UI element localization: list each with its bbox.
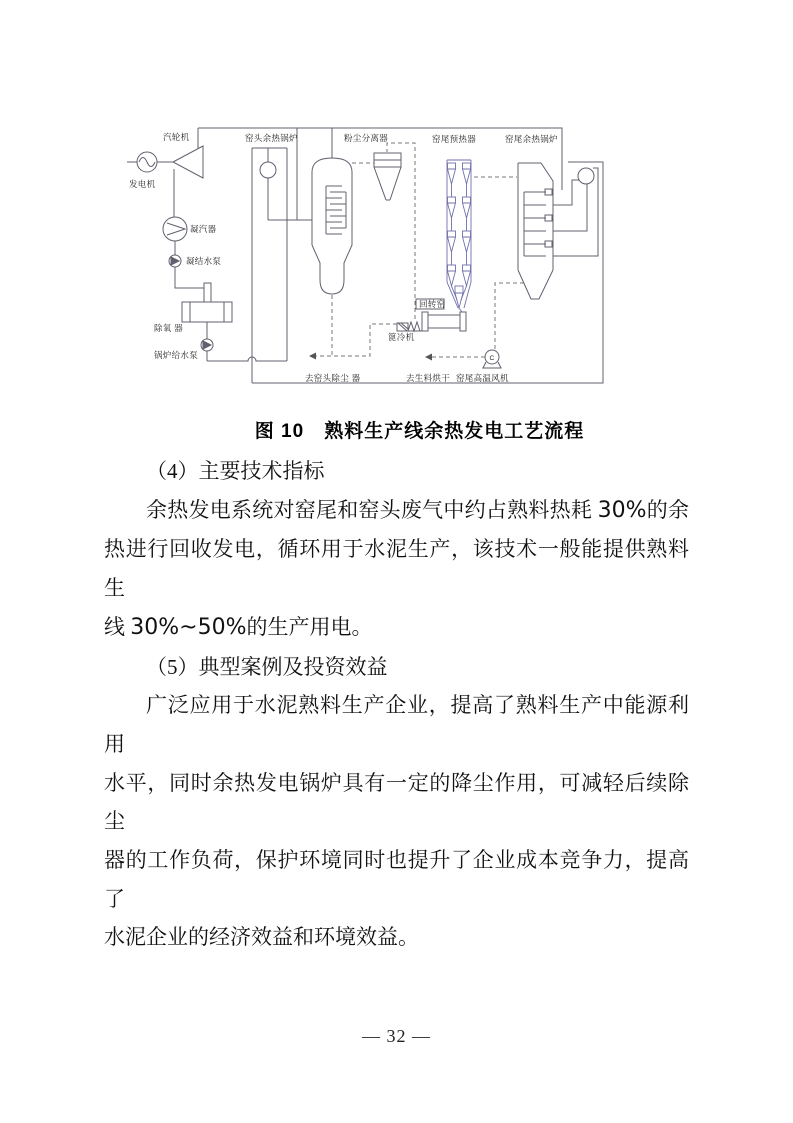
paragraph-line bbox=[104, 608, 689, 648]
text-run: 的生产用电。 bbox=[246, 614, 373, 639]
dust-separator-symbol bbox=[374, 153, 401, 200]
paragraph-line bbox=[104, 530, 689, 607]
paragraph-line: 水泥企业的经济效益和环境效益。 bbox=[104, 925, 419, 950]
body-text bbox=[104, 452, 689, 957]
label-dust-separator: 粉尘分离器 bbox=[344, 133, 389, 143]
kiln-head-boiler-symbol bbox=[252, 128, 352, 383]
label-turbine: 汽轮机 bbox=[163, 132, 190, 142]
duct-cooler-to-separator bbox=[387, 143, 415, 319]
generator-symbol bbox=[137, 152, 157, 172]
fan-letter: C bbox=[489, 355, 495, 362]
process-flow-diagram bbox=[0, 0, 793, 410]
numeric-run: 30% bbox=[597, 497, 647, 523]
paragraph-line: 水平，同时余热发电锅炉具有一定的降尘作用，可减轻后续除尘 bbox=[104, 770, 689, 834]
page-number: — 32 — bbox=[362, 1026, 431, 1046]
label-condensate-pump: 凝结水泵 bbox=[186, 256, 222, 266]
paragraph-line bbox=[104, 491, 689, 531]
label-condenser: 凝汽器 bbox=[190, 224, 217, 234]
label-rotary-kiln: 回转窑 bbox=[419, 299, 446, 309]
label-feed-pump: 锅炉给水泵 bbox=[154, 350, 199, 360]
grate-cooler-symbol bbox=[397, 322, 422, 331]
label-kiln-tail-fan: 窑尾高温风机 bbox=[456, 373, 509, 383]
paragraph-line: 器的工作负荷，保护环境同时也提升了企业成本竞争力，提高了 bbox=[104, 848, 689, 911]
duct-to-dust-collector bbox=[311, 324, 397, 356]
label-kiln-head-boiler: 窑头余热锅炉 bbox=[245, 133, 298, 143]
kiln-tail-boiler-symbol bbox=[252, 162, 603, 383]
text-run: 热进行回收发电，循环用于水泥生产，该技术一般能提供熟料生 bbox=[104, 537, 689, 601]
text-run: 余热发电系统对窑尾和窑头废气中约占熟料热耗 bbox=[146, 497, 598, 522]
text-run: 线 bbox=[104, 614, 131, 639]
section-heading-5: （5）典型案例及投资效益 bbox=[146, 654, 388, 679]
label-grate-cooler: 篦冷机 bbox=[388, 332, 415, 342]
section-heading-4: （4）主要技术指标 bbox=[146, 459, 325, 483]
numeric-run: 30%~50% bbox=[130, 614, 247, 640]
label-to-dust-collector: 去窑头除尘 器 bbox=[305, 373, 361, 383]
text-run: 的余 bbox=[646, 497, 690, 522]
label-kiln-tail-boiler: 窑尾余热锅炉 bbox=[505, 134, 558, 144]
paragraph-line: 广泛应用于水泥熟料生产企业，提高了熟料生产中能源利用 bbox=[104, 693, 689, 756]
arrow-left-icon bbox=[425, 354, 432, 361]
label-kiln-tail-preheater: 窑尾预热器 bbox=[432, 134, 477, 144]
duct-boiler-to-fan bbox=[495, 283, 524, 350]
deaerator-symbol bbox=[182, 283, 232, 339]
arrow-left-icon bbox=[309, 353, 316, 360]
preheater-tower-symbol bbox=[447, 160, 471, 312]
label-deaerator: 除氧 器 bbox=[154, 323, 184, 333]
condenser-symbol bbox=[163, 217, 187, 255]
label-to-raw-drying: 去生料烘干 bbox=[406, 373, 451, 383]
figure-caption: 图 10 熟料生产线余热发电工艺流程 bbox=[254, 421, 585, 442]
feedwater-pump-symbol bbox=[201, 339, 287, 361]
label-generator: 发电机 bbox=[129, 179, 156, 189]
